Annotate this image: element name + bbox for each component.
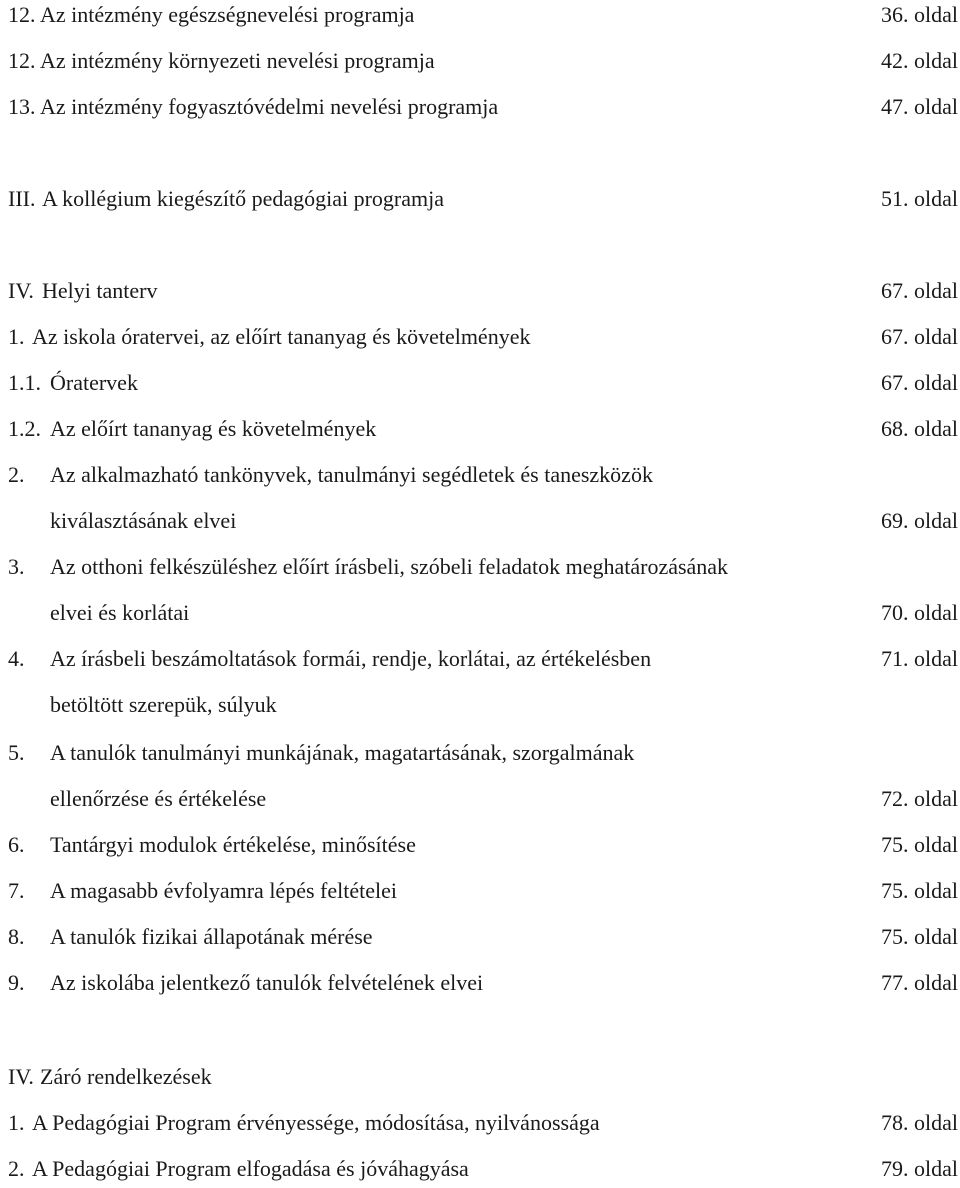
toc-section — [0, 276, 960, 306]
toc-entry — [0, 460, 960, 490]
toc-entry-page: 77. oldal — [881, 970, 958, 995]
toc-entry-number: 2. — [8, 1156, 25, 1181]
toc-entry-title: Tantárgyi modulok értékelése, minősítése — [50, 832, 416, 857]
toc-entry-page: 79. oldal — [881, 1156, 958, 1181]
toc-entry-title: Az előírt tananyag és követelmények — [50, 416, 377, 441]
toc-entry-number: 13. — [8, 94, 36, 119]
toc-entry — [0, 922, 960, 952]
toc-entry — [0, 46, 960, 76]
toc-entry — [0, 552, 960, 582]
toc-entry — [0, 644, 960, 674]
toc-entry-title: Az intézmény egészségnevelési programja — [40, 2, 415, 27]
toc-entry-page: 69. oldal — [881, 508, 958, 533]
toc-entry-title: Az iskolába jelentkező tanulók felvételének elvei — [50, 970, 484, 995]
toc-entry-page: 42. oldal — [881, 48, 958, 73]
toc-section — [0, 184, 960, 214]
toc-section-page: 67. oldal — [881, 278, 958, 303]
toc-entry-page: 75. oldal — [881, 878, 958, 903]
toc-entry-number: 1. — [8, 1110, 25, 1135]
toc-entry — [0, 92, 960, 122]
toc-entry-number: 6. — [8, 832, 25, 857]
toc-entry-title: Az intézmény környezeti nevelési programja — [40, 48, 435, 73]
toc-entry-page: 71. oldal — [881, 646, 958, 671]
toc-entry-title: betöltött szerepük, súlyuk — [50, 692, 277, 717]
toc-entry-title: A tanulók tanulmányi munkájának, magatartásának, szorgalmának — [50, 740, 635, 765]
toc-entry-page: 47. oldal — [881, 94, 958, 119]
toc-entry-number: 7. — [8, 878, 25, 903]
toc-entry-title: elvei és korlátai — [50, 600, 190, 625]
toc-section-page: 51. oldal — [881, 186, 958, 211]
toc-entry — [0, 968, 960, 998]
toc-entry-number: 1.1. — [8, 370, 41, 395]
toc-entry-title: A magasabb évfolyamra lépés feltételei — [50, 878, 397, 903]
toc-entry — [0, 738, 960, 768]
toc-entry-page: 67. oldal — [881, 324, 958, 349]
toc-section-number: III. — [8, 186, 36, 211]
toc-entry-number: 9. — [8, 970, 25, 995]
toc-entry — [0, 1108, 960, 1138]
toc-section-title: Helyi tanterv — [42, 278, 158, 303]
toc-entry-page: 68. oldal — [881, 416, 958, 441]
toc-entry-number: 12. — [8, 2, 36, 27]
toc-entry-number: 12. — [8, 48, 36, 73]
toc-entry-page: 78. oldal — [881, 1110, 958, 1135]
toc-entry-title: kiválasztásának elvei — [50, 508, 237, 533]
toc-entry-page: 36. oldal — [881, 2, 958, 27]
toc-entry-continuation — [0, 598, 960, 628]
toc-section-title: A kollégium kiegészítő pedagógiai programja — [42, 186, 445, 211]
toc-entry-continuation — [0, 690, 960, 720]
toc-entry-number: 1.2. — [8, 416, 41, 441]
toc-section-number: IV. — [8, 278, 34, 303]
toc-entry-number: 3. — [8, 554, 25, 579]
toc-section-title: Záró rendelkezések — [40, 1064, 212, 1089]
toc-entry-title: Az iskola óratervei, az előírt tananyag és követelmények — [32, 324, 531, 349]
toc-entry-number: 8. — [8, 924, 25, 949]
toc-entry-title: Óratervek — [50, 370, 138, 395]
toc-entry-page: 75. oldal — [881, 832, 958, 857]
toc-section-number: IV. — [8, 1064, 34, 1089]
toc-entry-page: 72. oldal — [881, 786, 958, 811]
toc-entry-continuation — [0, 506, 960, 536]
toc-entry-number: 1. — [8, 324, 25, 349]
toc-entry — [0, 876, 960, 906]
toc-entry — [0, 1154, 960, 1184]
toc-entry-title: ellenőrzése és értékelése — [50, 786, 267, 811]
toc-entry — [0, 368, 960, 398]
toc-entry-number: 5. — [8, 740, 25, 765]
toc-entry-page: 70. oldal — [881, 600, 958, 625]
toc-entry-title: A tanulók fizikai állapotának mérése — [50, 924, 373, 949]
toc-entry-title: Az intézmény fogyasztóvédelmi nevelési programja — [40, 94, 499, 119]
toc-entry-page: 67. oldal — [881, 370, 958, 395]
toc-entry-title: Az otthoni felkészüléshez előírt írásbeli, szóbeli feladatok meghatározásának — [50, 554, 729, 579]
toc-section — [0, 1062, 960, 1092]
toc-entry-page: 75. oldal — [881, 924, 958, 949]
toc-entry-number: 2. — [8, 462, 25, 487]
toc-entry — [0, 414, 960, 444]
toc-entry-title: Az alkalmazható tankönyvek, tanulmányi segédletek és taneszközök — [50, 462, 653, 487]
toc-entry-title: A Pedagógiai Program elfogadása és jóváhagyása — [32, 1156, 469, 1181]
toc-entry — [0, 322, 960, 352]
toc-entry-title: Az írásbeli beszámoltatások formái, rendje, korlátai, az értékelésben — [50, 646, 652, 671]
toc-entry-number: 4. — [8, 646, 25, 671]
toc-entry — [0, 830, 960, 860]
toc-entry-continuation — [0, 784, 960, 814]
toc-entry — [0, 0, 960, 30]
toc-entry-title: A Pedagógiai Program érvényessége, módosítása, nyilvánossága — [32, 1110, 600, 1135]
